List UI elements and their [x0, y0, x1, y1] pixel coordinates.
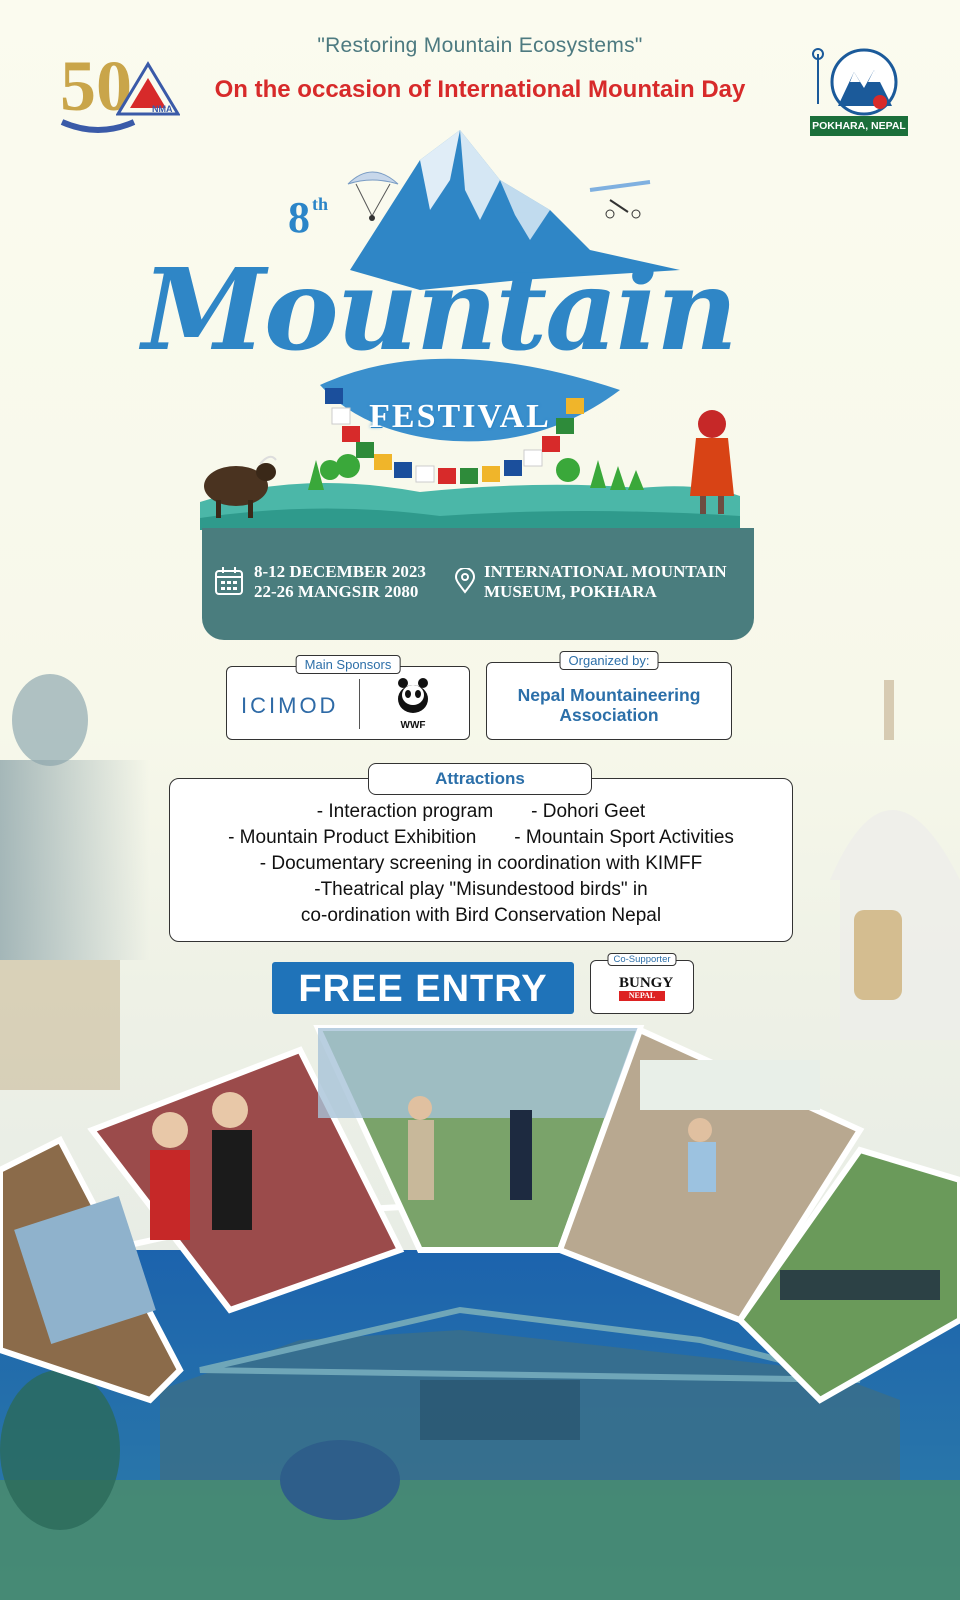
ultralight-plane-icon: [590, 182, 650, 218]
panda-icon: [393, 675, 433, 715]
attraction-exhibition: - Mountain Product Exhibition: [228, 827, 477, 848]
international-mountain-museum-logo: [808, 44, 912, 136]
main-sponsors-tag: Main Sponsors: [296, 655, 401, 674]
date-gregorian: 8-12 DECEMBER 2023: [254, 562, 426, 581]
attractions-row-2: [170, 827, 792, 849]
calendar-icon: [214, 566, 244, 596]
organizer-name-line-2: Association: [559, 705, 659, 725]
bungy-logo-subtext: NEPAL: [619, 991, 665, 1001]
event-photo-collage: [0, 1020, 960, 1440]
organizer-name: [487, 685, 731, 725]
venue-line-1: INTERNATIONAL MOUNTAIN: [484, 562, 727, 581]
attractions-box: [169, 769, 793, 942]
attraction-sports: - Mountain Sport Activities: [514, 827, 734, 848]
peace-stupa-image: [820, 680, 960, 1040]
occasion-heading: On the occasion of International Mountain Day: [214, 76, 746, 103]
organizer-tag: Organized by:: [560, 651, 659, 670]
wwf-logo: [393, 675, 433, 731]
organizer-box: [486, 653, 732, 740]
main-sponsors-box: [226, 657, 470, 740]
edition-suffix: th: [312, 194, 329, 214]
bungy-logo-text: BUNGY: [619, 975, 674, 991]
attractions-row-1: [170, 801, 792, 823]
icimod-logo: ICIMOD: [241, 693, 339, 718]
co-supporter-box: [590, 954, 694, 1014]
attraction-documentary: - Documentary screening in coordination with KIMFF: [259, 853, 703, 874]
event-info-band: [202, 528, 754, 640]
tagline: "Restoring Mountain Ecosystems": [317, 34, 643, 57]
anniversary-number: 50: [60, 46, 132, 126]
date-nepali: 22-26 MANGSIR 2080: [254, 582, 419, 601]
location-pin-icon: [454, 568, 476, 594]
event-venue: [484, 562, 727, 602]
nma-text: NMA: [152, 104, 173, 114]
festival-title-main: Mountain: [142, 245, 736, 376]
free-entry-banner: FREE ENTRY: [272, 962, 574, 1014]
sponsor-divider: [359, 679, 360, 729]
bungy-nepal-logo: [619, 975, 674, 1005]
co-supporter-tag: Co-Supporter: [607, 953, 676, 966]
attraction-interaction: - Interaction program: [316, 801, 494, 822]
attractions-title: Attractions: [368, 763, 592, 795]
attraction-dohori: - Dohori Geet: [531, 801, 646, 822]
attraction-theatre-line-1: -Theatrical play "Misundestood birds" in: [314, 879, 648, 900]
festival-title-sub: FESTIVAL: [369, 398, 551, 435]
venue-line-2: MUSEUM, POKHARA: [484, 582, 657, 601]
festival-logo: [120, 120, 760, 530]
wwf-label: WWF: [400, 720, 426, 731]
event-dates: [254, 562, 426, 602]
museum-logo-label: POKHARA, NEPAL: [810, 116, 908, 136]
attraction-theatre-line-2: co-ordination with Bird Conservation Nepal: [300, 905, 662, 926]
museum-emblem-icon: [808, 44, 912, 116]
edition-number: [288, 192, 328, 243]
paraglider-icon: [348, 172, 398, 184]
edition-digit: 8: [288, 193, 310, 242]
organizer-name-line-1: Nepal Mountaineering: [517, 685, 701, 705]
